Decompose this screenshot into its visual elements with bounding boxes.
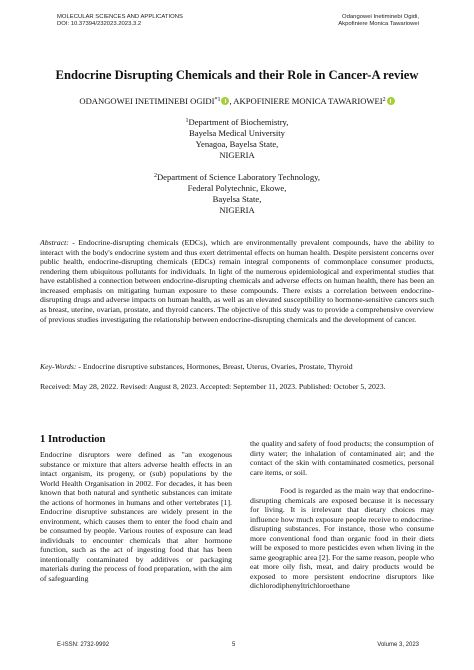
paragraph-gap	[250, 477, 434, 486]
abstract	[40, 238, 434, 324]
affiliation-line: Yenagoa, Bayelsa State,	[195, 139, 279, 149]
intro-paragraph-2: Food is regarded as the main way that endocrine-disrupting chemicals are exposed because it is necessary for living. It is irrelevant that dietary choices may influence how much exposure people receive to endocrine-disrupting substances. For instance, those who consume more conventional food than organic food in their diets will be exposed to more pesticides even when living in the same geographic area [2]. For the same reason, people who eat more oily fish, meat, and dairy products would be exposed to more persistent endocrine disruptors like dichlorodiphenyltrichloroethane	[250, 486, 434, 590]
affiliation-line: NIGERIA	[219, 205, 255, 215]
affiliation-2	[57, 172, 417, 216]
author-1-affiliation-mark: *1	[214, 97, 221, 103]
affiliation-1-line-1	[57, 117, 417, 128]
header-author-2: Akpofiniere Monica Tawariowei	[338, 21, 419, 28]
intro-left-column: Endocrine disruptors were defined as "an exogenous substance or mixture that alters adverse health effects in an intact organism, its progeny, or (sub) populations by the World Health Organisation in 2002. For decades, it has been known that both natural and synthetic substances can imitate the actions of hormones in humans and other vertebrates [1]. Endocrine disruptive substances are widely present in the environment, which causes them to enter the food chain and be consumed by people. Various routes of exposure can lead individuals to encounter chemicals that alter hormone function, such as the act of ingesting food that has been intentionally contaminated by additives or packaging materials during the process of food preparation, with the aim of safeguarding	[40, 450, 232, 583]
running-header-left	[57, 14, 183, 29]
doi[interactable]: DOI: 10.37394/232023.2023.3.2	[57, 21, 142, 28]
intro-paragraph-1: the quality and safety of food products; the consumption of dirty water; the inhalation of contaminated air; and the contact of the skin with contaminated cosmetics, personal care items, or soil.	[250, 439, 434, 477]
author-2-name: AKPOFINIERE MONICA TAWARIOWEI	[233, 96, 383, 106]
running-header-right	[338, 14, 419, 29]
paper-title: Endocrine Disrupting Chemicals and their Role in Cancer-A review	[55, 68, 419, 82]
author-separator: ,	[229, 96, 234, 106]
intro-right-column	[250, 439, 434, 591]
affiliation-mark: 1	[185, 118, 189, 124]
affiliation-line: Department of Science Laboratory Technology,	[156, 172, 321, 182]
affiliation-1	[57, 117, 417, 161]
affiliation-line: Federal Polytechnic, Ekowe,	[187, 183, 287, 193]
keywords-label: Key-Words:	[40, 362, 77, 371]
author-2-affiliation-mark: 2	[382, 97, 386, 103]
publication-dates: Received: May 28, 2022. Revised: August 8, 2023. Accepted: September 11, 2023. Published: October 5, 2023.	[40, 382, 386, 391]
journal-name: MOLECULAR SCIENCES AND APPLICATIONS	[57, 14, 183, 20]
orcid-icon[interactable]	[387, 97, 395, 105]
affiliation-line: Bayelsa Medical University	[189, 128, 285, 138]
section-heading: 1 Introduction	[40, 434, 106, 445]
footer-volume: Volume 3, 2023	[377, 642, 419, 648]
page-number: 5	[232, 642, 236, 648]
affiliation-line: NIGERIA	[219, 150, 255, 160]
author-list	[30, 96, 444, 107]
author-1-name: ODANGOWEI INETIMINEBI OGIDI	[79, 96, 215, 106]
footer-issn: E-ISSN: 2732-9992	[57, 642, 110, 648]
affiliation-line: Bayelsa State,	[212, 194, 262, 204]
keywords-text: - Endocrine disruptive substances, Hormones, Breast, Uterus, Ovaries, Prostate, Thyroid	[76, 362, 353, 371]
abstract-text: - Endocrine-disrupting chemicals (EDCs), which are environmentally prevalent compounds, have the ability to interact with the body's endocrine system and thus exert detrimental effects on human health. Despite persistent concerns over public health, endocrine-disrupting chemicals (EDCs) remain integral components of commonplace consumer products, rendering them ubiquitous pollutants for individuals. In light of the numerous epidemiological and experimental studies that have established a connection between endocrine-disrupting chemicals and adverse effects on human health, there has been an increased emphasis on mitigating human exposure to these compounds. There exists a correlation between endocrine-disrupting drugs and adverse impacts on human health, as well as an elevated susceptibility to hormone-sensitive cancers such as breast, uterine, ovarian, prostate, and thyroid cancers. The objective of this study was to provide a comprehensive overview of previous studies investigating the relationship between endocrine-disrupting chemicals and the development of cancer.	[40, 238, 434, 324]
keywords	[40, 362, 434, 372]
header-author-1: Odangowei Inetiminebi Ogidi,	[342, 14, 419, 20]
affiliation-line: Department of Biochemistry,	[188, 117, 289, 127]
abstract-label: Abstract:	[40, 238, 69, 247]
affiliation-mark: 2	[153, 173, 157, 179]
affiliation-2-line-1	[57, 172, 417, 183]
